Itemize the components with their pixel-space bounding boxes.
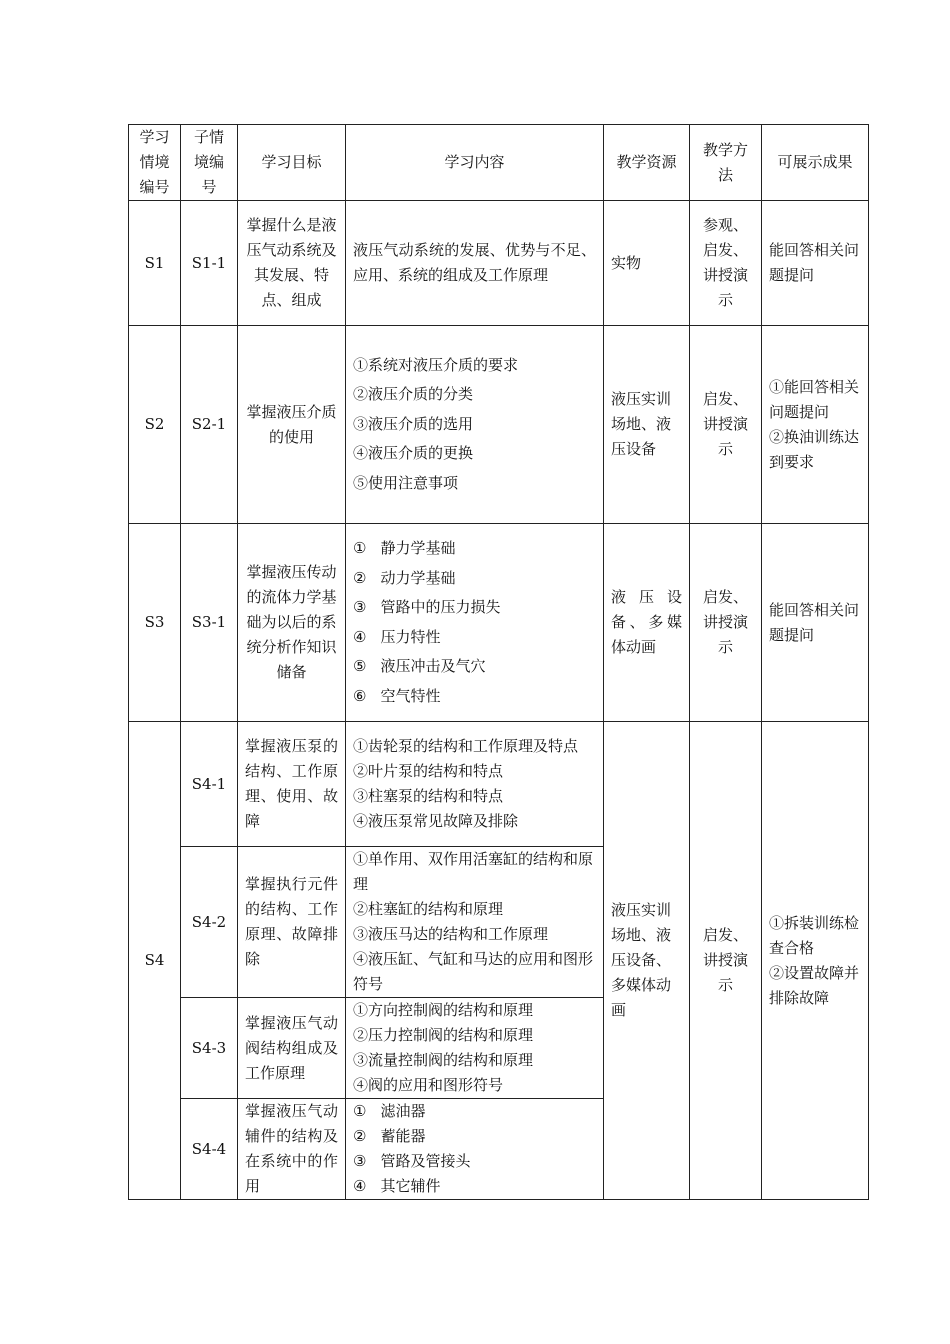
item-text: 管路及管接头: [380, 1152, 471, 1170]
header-content: 学习内容: [346, 125, 604, 201]
item-text: 静力学基础: [380, 539, 456, 557]
outcome-line: ②换油训练达到要求: [769, 427, 860, 471]
header-resources: 教学资源: [604, 125, 690, 201]
item-number: ①: [353, 539, 367, 557]
goal-cell: 掌握执行元件的结构、工作原理、故障排除: [238, 847, 346, 998]
content-line: ②叶片泵的结构和特点: [353, 762, 504, 780]
content-cell: [346, 1099, 604, 1200]
content-line: [353, 593, 596, 623]
content-line: ①单作用、双作用活塞缸的结构和原理: [353, 850, 594, 893]
content-line: ④阀的应用和图形符号: [353, 1076, 504, 1094]
goal-cell: 掌握液压气动阀结构组成及工作原理: [238, 998, 346, 1099]
content-line: ①齿轮泵的结构和工作原理及特点: [353, 737, 579, 755]
content-line: ①系统对液压介质的要求: [353, 355, 519, 374]
content-line: ③柱塞泵的结构和特点: [353, 787, 504, 805]
item-number: ③: [353, 598, 367, 616]
content-line: [353, 1124, 596, 1149]
sub-situation-no-cell: S4-4: [181, 1099, 238, 1200]
table-row-s3: [129, 524, 869, 722]
content-line: ②压力控制阀的结构和原理: [353, 1026, 534, 1044]
outcome-line: ②设置故障并排除故障: [769, 963, 860, 1007]
goal-cell: 掌握液压泵的结构、工作原理、使用、故障: [238, 722, 346, 847]
outcomes-cell: [762, 326, 869, 524]
item-text: 管路中的压力损失: [380, 598, 501, 616]
content-line: ⑤使用注意事项: [353, 473, 459, 492]
content-line: [353, 1099, 596, 1124]
goal-cell: 掌握液压气动辅件的结构及在系统中的作用: [238, 1099, 346, 1200]
content-cell: [346, 998, 604, 1099]
outcomes-cell: 能回答相关问题提问: [762, 524, 869, 722]
resources-cell: 液压实训场地、液压设备: [604, 326, 690, 524]
outcome-line: ①能回答相关问题提问: [769, 377, 860, 421]
content-cell: [346, 524, 604, 722]
content-line: [353, 1149, 596, 1174]
content-line: [353, 564, 596, 594]
content-line: [353, 652, 596, 682]
resources-cell: 液压实训场地、液压设备、多媒体动画: [604, 722, 690, 1200]
sub-situation-no-cell: S4-3: [181, 998, 238, 1099]
content-cell: [346, 847, 604, 998]
sub-situation-no-cell: S1-1: [181, 201, 238, 326]
content-line: [353, 534, 596, 564]
header-outcomes: 可展示成果: [762, 125, 869, 201]
content-line: ④液压缸、气缸和马达的应用和图形符号: [353, 950, 594, 993]
item-text: 压力特性: [380, 627, 441, 646]
header-goal: 学习目标: [238, 125, 346, 201]
method-cell: 启发、讲授演示: [690, 722, 762, 1200]
item-text: 其它辅件: [380, 1177, 441, 1195]
item-number: ⑥: [353, 686, 367, 705]
content-line: ①方向控制阀的结构和原理: [353, 1001, 534, 1019]
item-text: 滤油器: [380, 1102, 426, 1120]
sub-situation-no-cell: S2-1: [181, 326, 238, 524]
table-row-s1: [129, 201, 869, 326]
learning-situation-table: [128, 124, 869, 1200]
item-number: ④: [353, 627, 367, 646]
situation-no-cell: S4: [129, 722, 181, 1200]
content-cell: 液压气动系统的发展、优势与不足、应用、系统的组成及工作原理: [346, 201, 604, 326]
method-cell: 参观、启发、讲授演示: [690, 201, 762, 326]
outcomes-cell: 能回答相关问题提问: [762, 201, 869, 326]
content-cell: [346, 326, 604, 524]
item-text: 动力学基础: [380, 568, 456, 587]
item-text: 空气特性: [380, 686, 441, 705]
resources-cell: 液压设备、多媒体动画: [604, 524, 690, 722]
goal-cell: 掌握什么是液压气动系统及其发展、特点、组成: [238, 201, 346, 326]
resources-cell: 实物: [604, 201, 690, 326]
content-line: ③液压马达的结构和工作原理: [353, 925, 549, 943]
header-sub-situation-no: 子情境编号: [181, 125, 238, 201]
item-text: 液压冲击及气穴: [380, 657, 486, 675]
content-line: ③液压介质的选用: [353, 414, 474, 433]
sub-situation-no-cell: S3-1: [181, 524, 238, 722]
sub-situation-no-cell: S4-1: [181, 722, 238, 847]
content-line: ④液压介质的更换: [353, 444, 474, 463]
content-line: [353, 1174, 596, 1199]
goal-cell: 掌握液压传动的流体力学基础为以后的系统分析作知识储备: [238, 524, 346, 722]
item-number: ⑤: [353, 657, 367, 675]
content-line: ③流量控制阀的结构和原理: [353, 1051, 534, 1069]
header-method: 教学方法: [690, 125, 762, 201]
outcome-line: ①拆装训练检查合格: [769, 913, 860, 957]
header-situation-no: 学习情境编号: [129, 125, 181, 201]
content-line: ②柱塞缸的结构和原理: [353, 900, 504, 918]
table-row-s2: [129, 326, 869, 524]
situation-no-cell: S3: [129, 524, 181, 722]
content-line: ④液压泵常见故障及排除: [353, 812, 519, 830]
content-cell: [346, 722, 604, 847]
content-line: ②液压介质的分类: [353, 385, 474, 404]
goal-cell: 掌握液压介质的使用: [238, 326, 346, 524]
content-line: [353, 623, 596, 653]
outcomes-cell: [762, 722, 869, 1200]
item-number: ②: [353, 568, 367, 587]
table-row-s4-1: [129, 722, 869, 847]
method-cell: 启发、讲授演示: [690, 326, 762, 524]
situation-no-cell: S1: [129, 201, 181, 326]
item-number: ④: [353, 1177, 367, 1195]
content-line: [353, 682, 596, 712]
method-cell: 启发、讲授演示: [690, 524, 762, 722]
situation-no-cell: S2: [129, 326, 181, 524]
item-text: 蓄能器: [380, 1127, 426, 1145]
table-header-row: [129, 125, 869, 201]
item-number: ②: [353, 1127, 367, 1145]
item-number: ①: [353, 1102, 367, 1120]
sub-situation-no-cell: S4-2: [181, 847, 238, 998]
item-number: ③: [353, 1152, 367, 1170]
